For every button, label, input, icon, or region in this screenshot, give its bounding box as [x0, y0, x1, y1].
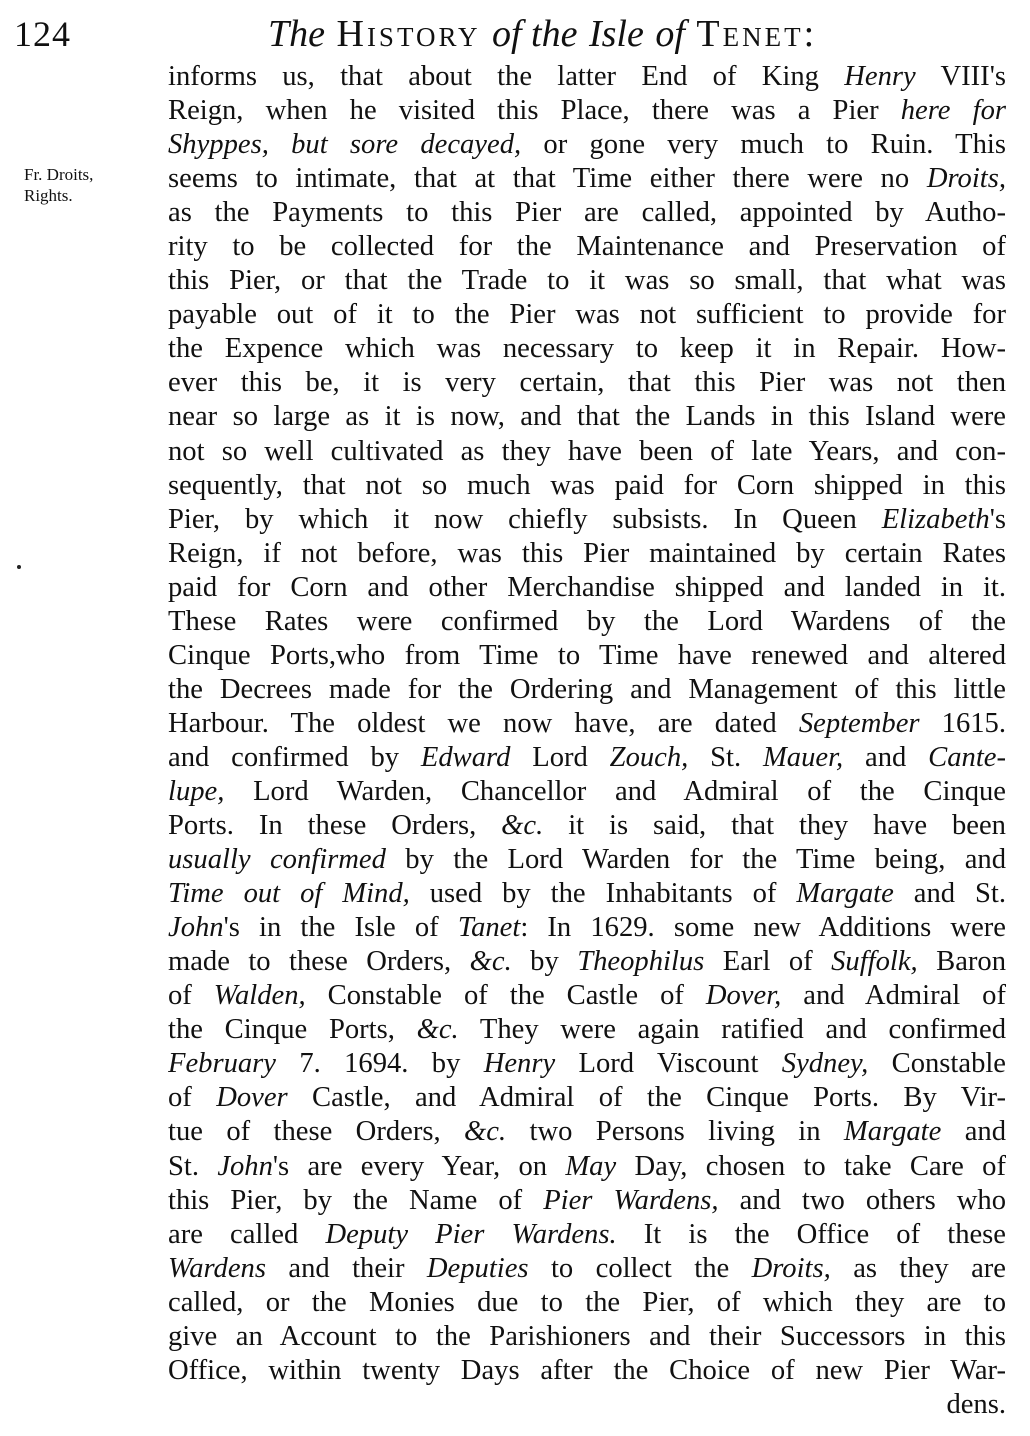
text-run: and St.	[893, 878, 1006, 910]
text-run: and	[843, 741, 929, 773]
italic-text: Deputies	[426, 1252, 529, 1284]
italic-text: John	[217, 1150, 273, 1182]
text-line	[168, 1047, 1006, 1081]
text-line	[168, 741, 1006, 775]
text-line	[168, 1218, 1006, 1252]
margin-note-line-2: Rights.	[24, 186, 73, 205]
margin-note	[24, 164, 144, 206]
text-run: Cinque Ports,who from Time to Time have renewed and altered	[168, 639, 1006, 671]
text-run: used by the Inhabitants of	[409, 878, 797, 910]
text-line	[168, 1013, 1006, 1047]
italic-text: Theophilus	[577, 946, 705, 978]
text-run: Day, chosen to take Care of	[616, 1150, 1006, 1182]
italic-text: Elizabeth	[881, 503, 990, 535]
italic-text: &c.	[464, 1116, 507, 1148]
text-run: by the Lord Warden for the Time being, and	[385, 844, 1006, 876]
italic-text: Edward	[420, 741, 511, 773]
text-run: the Decrees made for the Ordering and Management of this little	[168, 673, 1006, 705]
page-number: 124	[14, 14, 71, 54]
italic-text: John	[168, 912, 224, 944]
text-run: Lord Viscount	[555, 1048, 782, 1080]
text-run: 's	[989, 503, 1006, 535]
text-run: St.	[688, 741, 763, 773]
italic-text: Shyppes, but sore decayed,	[168, 129, 522, 161]
text-line	[168, 911, 1006, 945]
text-run: and confirmed by	[168, 741, 421, 773]
text-run: sequently, that not so much was paid for Corn shipped in this	[168, 469, 1006, 501]
text-run: Office, within twenty Days after the Choice of new Pier War-	[168, 1354, 1006, 1386]
italic-text: Zouch,	[609, 741, 689, 773]
italic-text: lupe,	[168, 775, 225, 807]
text-line	[168, 877, 1006, 911]
text-run: These Rates were confirmed by the Lord Wardens of the	[168, 605, 1006, 637]
text-line	[168, 1150, 1006, 1184]
body-text	[168, 60, 1006, 1422]
running-head-the: The	[268, 13, 325, 55]
text-line	[168, 469, 1006, 503]
italic-text: Droits,	[751, 1252, 831, 1284]
text-run: and two others who	[718, 1184, 1006, 1216]
text-run: made to these Orders,	[168, 946, 470, 978]
text-run: 1615.	[919, 707, 1006, 739]
text-run: the Expence which was necessary to keep it in Repair. How-	[168, 333, 1006, 365]
text-line	[168, 775, 1006, 809]
text-run: ever this be, it is very certain, that this Pier was not then	[168, 367, 1006, 399]
italic-text: May	[565, 1150, 617, 1182]
text-run: informs us, that about the latter End of King	[168, 61, 845, 92]
text-line	[168, 298, 1006, 332]
italic-text: Cante-	[928, 741, 1006, 773]
text-line	[168, 162, 1006, 196]
text-run: Lord	[510, 741, 610, 773]
text-run: Constable of the Castle of	[305, 980, 706, 1012]
text-run: Castle, and Admiral of the Cinque Ports. By Vir-	[287, 1082, 1006, 1114]
italic-text: Droits,	[926, 163, 1006, 195]
text-line	[168, 673, 1006, 707]
italic-text: &c.	[469, 946, 512, 978]
text-run: St.	[168, 1150, 218, 1182]
text-line	[168, 945, 1006, 979]
text-line	[168, 1354, 1006, 1388]
text-line	[168, 332, 1006, 366]
text-run: this Pier, or that the Trade to it was so small, that what was	[168, 265, 1006, 297]
text-run: of	[168, 1082, 217, 1114]
text-line	[168, 400, 1006, 434]
text-line	[168, 60, 1006, 94]
text-run: the Cinque Ports,	[168, 1014, 417, 1046]
text-line	[168, 128, 1006, 162]
text-run: 's in the Isle of	[223, 912, 458, 944]
text-run: paid for Corn and other Merchandise shipped and landed in it.	[168, 571, 1006, 603]
italic-text: Wardens	[168, 1252, 266, 1284]
text-run: of	[168, 980, 214, 1012]
text-run: to collect the	[528, 1252, 752, 1284]
text-run: and	[941, 1116, 1006, 1148]
text-run: Harbour. The oldest we now have, are dated	[168, 707, 799, 739]
italic-text: Dover,	[705, 980, 782, 1012]
text-line	[168, 503, 1006, 537]
running-head-isle: Isle	[588, 13, 644, 55]
italic-text: February	[168, 1048, 276, 1080]
italic-text: Henry	[844, 61, 916, 92]
text-run: Reign, when he visited this Place, there was a Pier	[168, 95, 901, 127]
text-run: rity to be collected for the Maintenance and Preservation of	[168, 231, 1006, 263]
text-line	[168, 979, 1006, 1013]
running-head-of-the: of the	[491, 13, 578, 55]
italic-text: usually confirmed	[168, 844, 386, 876]
italic-text: September	[798, 707, 920, 739]
text-run: dens.	[946, 1388, 1006, 1420]
text-run: as they are	[830, 1252, 1006, 1284]
text-run: by	[511, 946, 578, 978]
text-line	[168, 196, 1006, 230]
text-run: 's are every Year, on	[272, 1150, 566, 1182]
italic-text: Pier Wardens,	[543, 1184, 719, 1216]
text-line	[168, 1115, 1006, 1149]
italic-text: Margate	[843, 1116, 942, 1148]
text-run: this Pier, by the Name of	[168, 1184, 544, 1216]
text-run: near so large as it is now, and that the Lands in this Island were	[168, 401, 1006, 433]
text-run: 7. 1694. by	[276, 1048, 484, 1080]
italic-text: Henry	[483, 1048, 556, 1080]
italic-text: Sydney,	[781, 1048, 869, 1080]
text-line	[168, 605, 1006, 639]
italic-text: Time out of Mind,	[168, 878, 410, 910]
italic-text: Dover	[216, 1082, 288, 1114]
text-line	[168, 1252, 1006, 1286]
italic-text: Tanet	[457, 912, 521, 944]
text-run: payable out of it to the Pier was not sufficient to provide for	[168, 299, 1006, 331]
text-run: : In 1629. some new Additions were	[520, 912, 1006, 944]
running-head-history: History	[336, 13, 481, 55]
text-run: They were again ratified and confirmed	[458, 1014, 1006, 1046]
margin-note-line-1: Fr. Droits,	[24, 165, 94, 184]
text-run: it is said, that they have been	[543, 810, 1006, 842]
running-head-of: of	[655, 13, 685, 55]
italic-text: &c.	[416, 1014, 459, 1046]
text-run: as the Payments to this Pier are called, appointed by Autho-	[168, 197, 1006, 229]
text-line	[168, 1081, 1006, 1115]
text-line	[168, 264, 1006, 298]
text-run: Baron	[917, 946, 1006, 978]
text-line	[168, 435, 1006, 469]
text-run: give an Account to the Parishioners and their Successors in this	[168, 1320, 1006, 1352]
text-run: and their	[265, 1252, 427, 1284]
text-run: are called	[168, 1218, 326, 1250]
text-run: Lord Warden, Chancellor and Admiral of the Cinque	[224, 775, 1006, 807]
text-run: Constable	[868, 1048, 1006, 1080]
italic-text: here for	[900, 95, 1006, 127]
text-line	[168, 809, 1006, 843]
italic-text: Margate	[796, 878, 894, 910]
text-run: not so well cultivated as they have been of late Years, and con-	[168, 435, 1006, 467]
text-line	[168, 1320, 1006, 1354]
text-run: It is the Office of these	[616, 1218, 1006, 1250]
text-line	[168, 94, 1006, 128]
text-run: Earl of	[704, 946, 832, 978]
italic-text: Walden,	[213, 980, 306, 1012]
text-run: called, or the Monies due to the Pier, of which they are to	[168, 1286, 1006, 1318]
text-run: Reign, if not before, was this Pier maintained by certain Rates	[168, 537, 1006, 569]
text-line	[168, 537, 1006, 571]
text-run: VIII's	[915, 61, 1006, 92]
text-run: or gone very much to Ruin. This	[521, 129, 1006, 161]
text-run: two Persons living in	[506, 1116, 844, 1148]
italic-text: Suffolk,	[831, 946, 918, 978]
italic-text: Deputy Pier Wardens.	[325, 1218, 617, 1250]
text-run: tue of these Orders,	[168, 1116, 465, 1148]
text-run: and Admiral of	[781, 980, 1006, 1012]
text-line	[168, 1184, 1006, 1218]
text-run: Pier, by which it now chiefly subsists. In Queen	[168, 503, 882, 535]
text-line	[168, 366, 1006, 400]
text-line	[168, 843, 1006, 877]
italic-text: Mauer,	[762, 741, 844, 773]
running-head-tenet: Tenet:	[696, 13, 818, 55]
text-line	[168, 1388, 1006, 1422]
running-head	[268, 14, 1028, 54]
stray-ink-mark	[17, 565, 21, 569]
text-line	[168, 1286, 1006, 1320]
text-line	[168, 639, 1006, 673]
text-line	[168, 230, 1006, 264]
text-run: seems to intimate, that at that Time either there were no	[168, 163, 927, 195]
italic-text: &c.	[501, 810, 544, 842]
text-line	[168, 707, 1006, 741]
text-line	[168, 571, 1006, 605]
text-run: Ports. In these Orders,	[168, 810, 502, 842]
